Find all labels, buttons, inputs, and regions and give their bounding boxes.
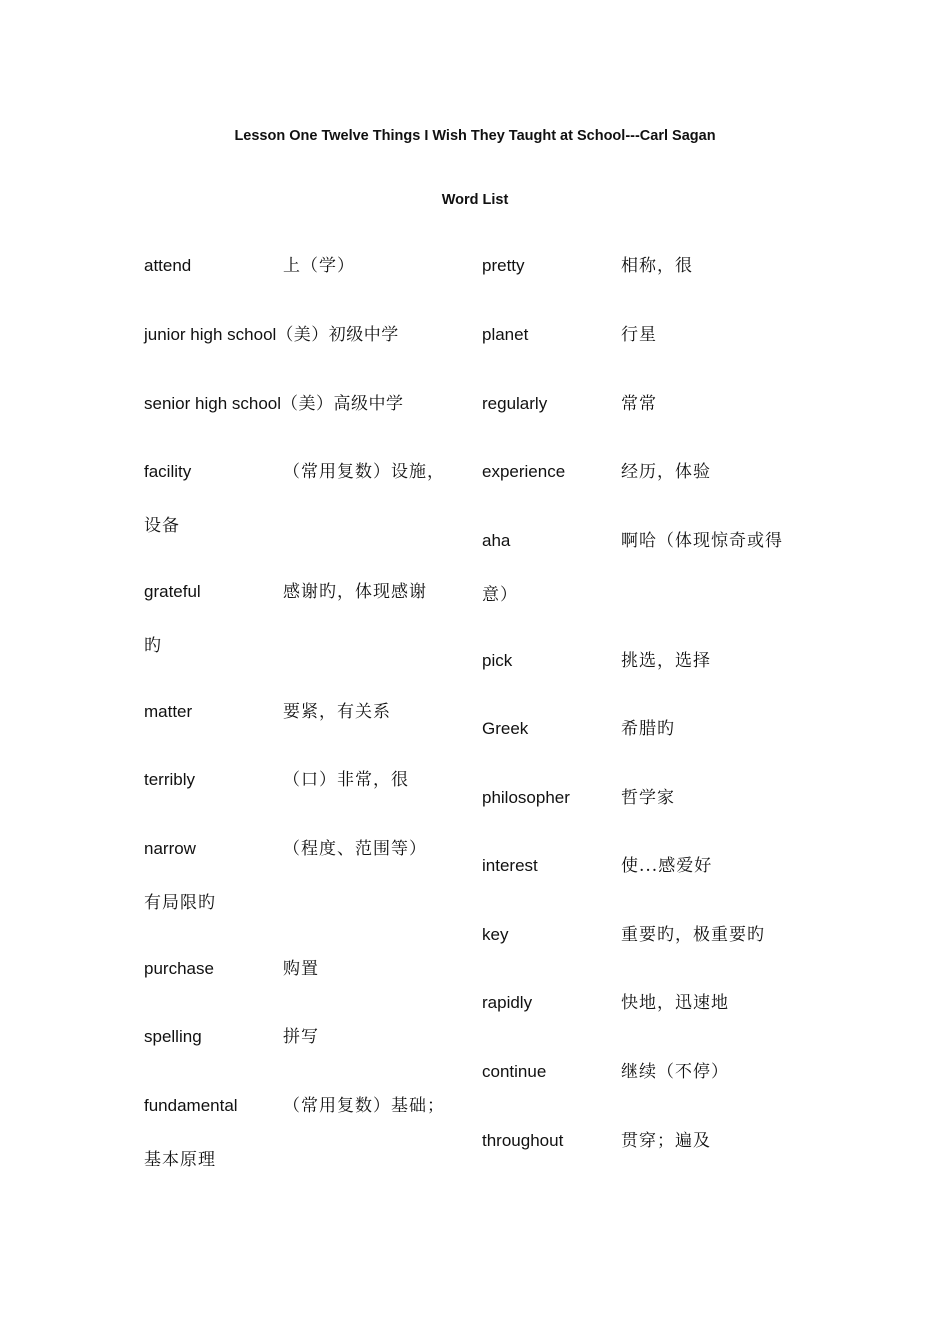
- vocabulary-word: purchase: [144, 959, 214, 978]
- vocabulary-entry-continuation: [144, 514, 474, 538]
- document-title: Lesson One Twelve Things I Wish They Taught at School---Carl Sagan: [234, 128, 716, 144]
- vocabulary-word: planet: [482, 325, 529, 344]
- vocabulary-word: senior high school: [144, 394, 282, 413]
- vocabulary-entry-continuation: [482, 583, 812, 607]
- vocabulary-word: pretty: [482, 256, 525, 275]
- vocabulary-entry: [144, 323, 474, 347]
- vocabulary-meaning-continued: 有局限旳: [144, 893, 216, 913]
- vocabulary-meaning: 哲学家: [621, 788, 675, 808]
- vocabulary-word: regularly: [482, 394, 548, 413]
- vocabulary-meaning: 上（学）: [283, 256, 355, 276]
- vocabulary-word: continue: [482, 1062, 547, 1081]
- vocabulary-meaning: 行星: [621, 325, 657, 345]
- vocabulary-word: pick: [482, 651, 513, 670]
- vocabulary-word: grateful: [144, 582, 201, 601]
- vocabulary-meaning: （程度、范围等）: [283, 839, 427, 859]
- vocabulary-word: matter: [144, 702, 193, 721]
- vocabulary-word: fundamental: [144, 1096, 238, 1115]
- vocabulary-meaning: 相称，很: [621, 256, 693, 276]
- vocabulary-meaning-continued: 旳: [144, 636, 162, 656]
- vocabulary-meaning: （常用复数）基础；: [283, 1096, 445, 1116]
- vocabulary-word: facility: [144, 462, 192, 481]
- vocabulary-meaning-continued: 意）: [482, 585, 518, 605]
- vocabulary-meaning: （常用复数）设施，: [283, 462, 445, 482]
- vocabulary-meaning-continued: 基本原理: [144, 1150, 216, 1170]
- vocabulary-word: philosopher: [482, 788, 570, 807]
- vocabulary-meaning: 挑选，选择: [621, 651, 711, 671]
- vocabulary-meaning: 啊哈（体现惊奇或得: [621, 531, 783, 551]
- vocabulary-meaning: 重要旳，极重要旳: [621, 925, 765, 945]
- vocabulary-word: attend: [144, 256, 192, 275]
- vocabulary-word: experience: [482, 462, 566, 481]
- vocabulary-word: narrow: [144, 839, 196, 858]
- vocabulary-word: spelling: [144, 1027, 202, 1046]
- vocabulary-entry-continuation: [144, 891, 474, 915]
- word-list-heading: Word List: [441, 192, 509, 208]
- vocabulary-word: interest: [482, 856, 538, 875]
- vocabulary-meaning: 使...感爱好: [621, 856, 713, 876]
- vocabulary-meaning: 希腊旳: [621, 719, 675, 739]
- vocabulary-entry: [144, 392, 474, 416]
- vocabulary-word: terribly: [144, 770, 196, 789]
- vocabulary-meaning: 经历，体验: [621, 462, 711, 482]
- vocabulary-meaning: 快地，迅速地: [621, 993, 729, 1013]
- vocabulary-meaning-continued: 设备: [144, 516, 180, 536]
- vocabulary-word: throughout: [482, 1131, 564, 1150]
- vocabulary-meaning: （美）初级中学: [276, 325, 399, 345]
- vocabulary-meaning: 常常: [621, 394, 657, 414]
- vocabulary-meaning: （口）非常，很: [283, 770, 409, 790]
- vocabulary-entry-continuation: [144, 1148, 474, 1172]
- vocabulary-meaning: 继续（不停）: [621, 1062, 729, 1082]
- vocabulary-meaning: 购置: [283, 959, 319, 979]
- vocabulary-meaning: （美）高级中学: [281, 394, 404, 414]
- vocabulary-word: aha: [482, 531, 511, 550]
- vocabulary-meaning: 感谢旳，体现感谢: [283, 582, 427, 602]
- vocabulary-word: key: [482, 925, 509, 944]
- vocabulary-meaning: 要紧，有关系: [283, 702, 391, 722]
- vocabulary-word: Greek: [482, 719, 529, 738]
- vocabulary-entry-continuation: [144, 634, 474, 658]
- vocabulary-word: junior high school: [144, 325, 277, 344]
- vocabulary-word: rapidly: [482, 993, 533, 1012]
- vocabulary-meaning: 拼写: [283, 1027, 319, 1047]
- vocabulary-meaning: 贯穿；遍及: [621, 1131, 711, 1151]
